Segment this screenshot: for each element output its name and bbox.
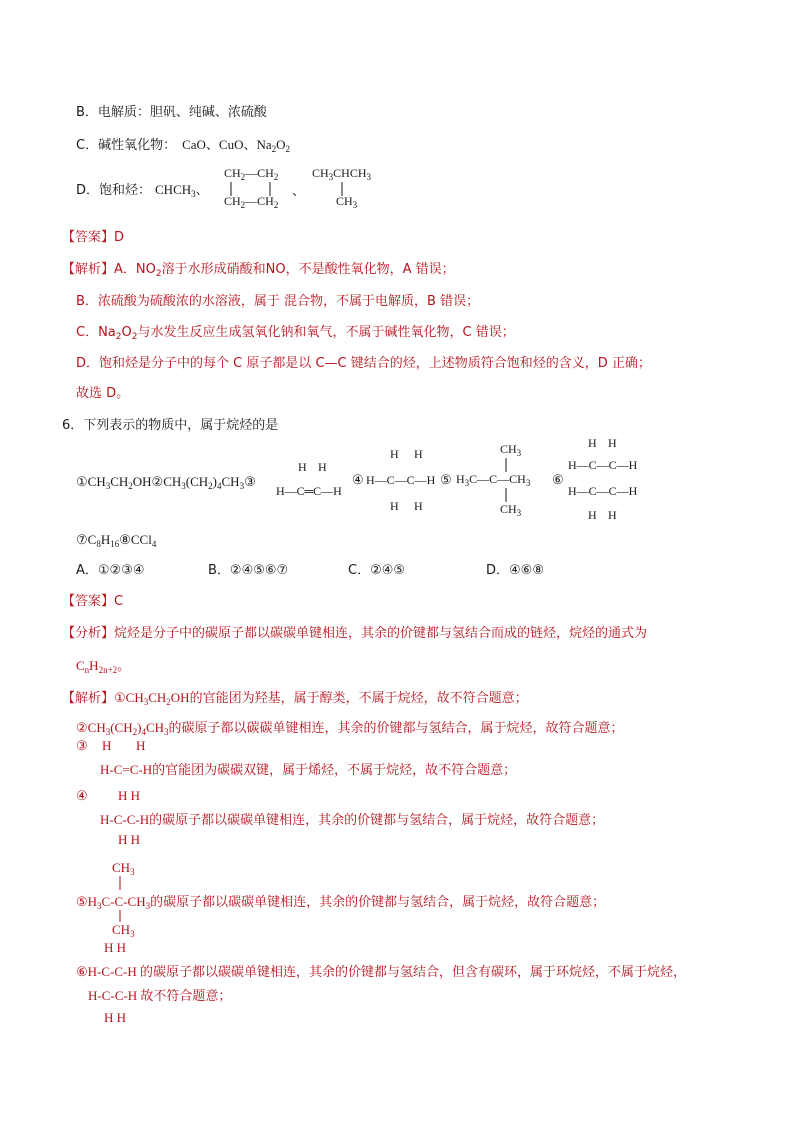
q6-jiexi-6: ⑥H-C-C-H 的碳原子都以碳碳单键相连，其余的价键都与氢结合，但含有碳环，属于环烷烃，不属于烷烃， <box>76 964 687 980</box>
neopentane-structure: $CH_3$ $H_3C—C—CH_3$ $CH_3$ <box>456 442 531 518</box>
q6-option-b: B．②④⑤⑥⑦ <box>208 563 289 578</box>
ethane-structure: H H H—C—C—H H H <box>366 447 436 513</box>
q5-answer-value: D <box>114 230 125 245</box>
q6-general-formula: $C_nH_{2n+2}$。 <box>76 658 131 675</box>
q6-items-7-8: $⑦C_8H_{16}⑧CCl_4$ <box>76 532 157 549</box>
cyclobutane-h-structure: H H H—C—C—H H—C—C—H H H <box>568 436 638 522</box>
q5-option-c-items: CaO、CuO、Na <box>182 137 272 152</box>
q5-answer-label: 【答案】 <box>62 230 115 245</box>
document-page: B．电解质：胆矾、纯碱、浓硫酸 C．碱性氧化物： CaO、CuO、$Na_2O_2$ D．饱和烃： $CHCH_3$、 $CH_2—CH_2$ $CH_2—CH_2$ 、 $CH_3CHCH_3$ $CH_3$ 【答案】D 【解析】A．$NO_2$溶于水形成硝酸和NO，不是酸性氧化物，A 错误； B．浓硫酸为硫酸浓的水溶液，属于 混合物，不属于电解质，B 错误； C．$Na_2O_2$与水发生反应生成氢氧化钠和氧气，不属于碱性氧化物，C 错误； D．饱和烃是分子中的每个 C 原子都是以 C—C 键结合的烃，上述物质符合饱和烃的含义，D 正确； 故选 D。 6．下列表示的物质中，属于烷烃的是 $①CH_3CH_2OH②CH_3(CH_2)_4CH_3③$ H H H—C═C—H ④ H H H—C—C—H H H ⑤ $CH_3$ $H_3C—C—CH_3$ $CH_3$ ⑥ H H H—C—C—H H—C—C—H H H $⑦C_8H_{16}⑧CCl_4$ A．①②③④ B．②④⑤⑥⑦ C．②④⑤ D．④⑥⑧ 【答案】C 【分析】烷烃是分子中的碳原子都以碳碳单键相连，其余的价键都与氢结合而成的链烃，烷烃的通式为 $C_nH_{2n+2}$。 【解析】$①CH_3CH_2OH$的官能团为羟基，属于醇类，不属于烷烃，故不符合题意； $②CH_3(CH_2)_4CH_3$的碳原子都以碳碳单键相连，其余的价键都与氢结合，属于烷烃，故符合题意； ③ H H H-C=C-H的官能团为碳碳双键，属于烯烃，不属于烷烃，故不符合题意； ④ H H H-C-C-H的碳原子都以碳碳单键相连，其余的价键都与氢结合，属于烷烃，故符合题意； H H $CH_3$ $⑤H_3C-C-CH_3$的碳原子都以碳碳单键相连，其余的价键都与氢结合，属于烷烃，故符合题意； $CH_3$ H H ⑥H-C-C-H 的碳原子都以碳碳单键相连，其余的价键都与氢结合，但含有碳环，属于环烷烃，不属于烷烃， H-C-C-H 故不符合题意； H H <box>62 105 687 1025</box>
q5-analysis-b: B．浓硫酸为硫酸浓的水溶液，属于 混合物，不属于电解质，B 错误； <box>76 294 480 309</box>
q5-option-d: D．饱和烃： $CHCH_3$、 <box>76 182 209 199</box>
q6-jiexi-3: H-C=C-H的官能团为碳碳双键，属于烯烃，不属于烷烃，故不符合题意； <box>100 762 517 778</box>
q6-item-7: ⑦C <box>76 532 97 547</box>
q6-items-row <box>76 472 256 496</box>
q5-option-c-prefix: C．碱性氧化物： <box>76 138 177 153</box>
q6-jiexi-1: 【解析】$①CH_3CH_2OH$的官能团为羟基，属于醇类，不属于烷烃，故不符合题意； <box>62 690 528 707</box>
q5-conclusion: 故选 D。 <box>76 386 130 401</box>
cyclobutane-structure: $CH_2—CH_2$ $CH_2—CH_2$ <box>224 166 279 210</box>
q5-option-c: C．碱性氧化物： CaO、CuO、$Na_2O_2$ <box>76 137 291 154</box>
q6-item-1: $①CH_3CH_2OH②CH_3(CH_2)_4CH_3③$ <box>76 474 256 491</box>
q5-analysis-a: 【解析】A．$NO_2$溶于水形成硝酸和NO，不是酸性氧化物，A 错误； <box>62 262 455 279</box>
q5-option-d-prefix: D．饱和烃： <box>76 183 152 198</box>
isobutane-structure: $CH_3CHCH_3$ $CH_3$ <box>312 166 372 210</box>
q6-answer: 【答案】C <box>62 594 124 609</box>
q6-option-a: A．①②③④ <box>76 563 145 578</box>
q6-fenxi: 【分析】烷烃是分子中的碳原子都以碳碳单键相连，其余的价键都与氢结合而成的链烃，烷烃的通式为 <box>62 626 648 641</box>
q6-option-c: C．②④⑤ <box>348 563 406 578</box>
q6-jiexi-4: H-C-C-H的碳原子都以碳碳单键相连，其余的价键都与氢结合，属于烷烃，故符合题意； <box>100 812 605 828</box>
ethylene-structure: H H H—C═C—H <box>276 460 342 498</box>
q5-analysis-c: C．$Na_2O_2$与水发生反应生成氢氧化钠和氧气，不属于碱性氧化物，C 错误； <box>76 325 515 342</box>
q5-analysis-d: D．饱和烃是分子中的每个 C 原子都是以 C—C 键结合的烃，上述物质符合饱和烃的含义，D 正确； <box>76 356 651 371</box>
q6-jiexi-2: $②CH_3(CH_2)_4CH_3$的碳原子都以碳碳单键相连，其余的价键都与氢结合，属于烷烃，故符合题意； <box>76 720 624 737</box>
q5-analysis-label: 【解析】 <box>62 262 115 277</box>
q6-answer-value: C <box>114 594 124 609</box>
q6-jiexi-5: $⑤H_3C-C-CH_3$的碳原子都以碳碳单键相连，其余的价键都与氢结合，属于烷烃，故符合题意； <box>76 894 606 911</box>
q5-answer <box>62 228 124 248</box>
q6-item-8: ⑧CCl <box>119 532 152 547</box>
q6-stem: 6．下列表示的物质中，属于烷烃的是 <box>62 418 279 433</box>
q6-option-d: D．④⑥⑧ <box>486 563 544 578</box>
q6-jiexi-6-tail: H-C-C-H 故不符合题意； <box>88 988 232 1004</box>
q5-option-d-ethane: CH <box>155 182 174 197</box>
q5-option-b: B．电解质：胆矾、纯碱、浓硫酸 <box>76 105 267 120</box>
